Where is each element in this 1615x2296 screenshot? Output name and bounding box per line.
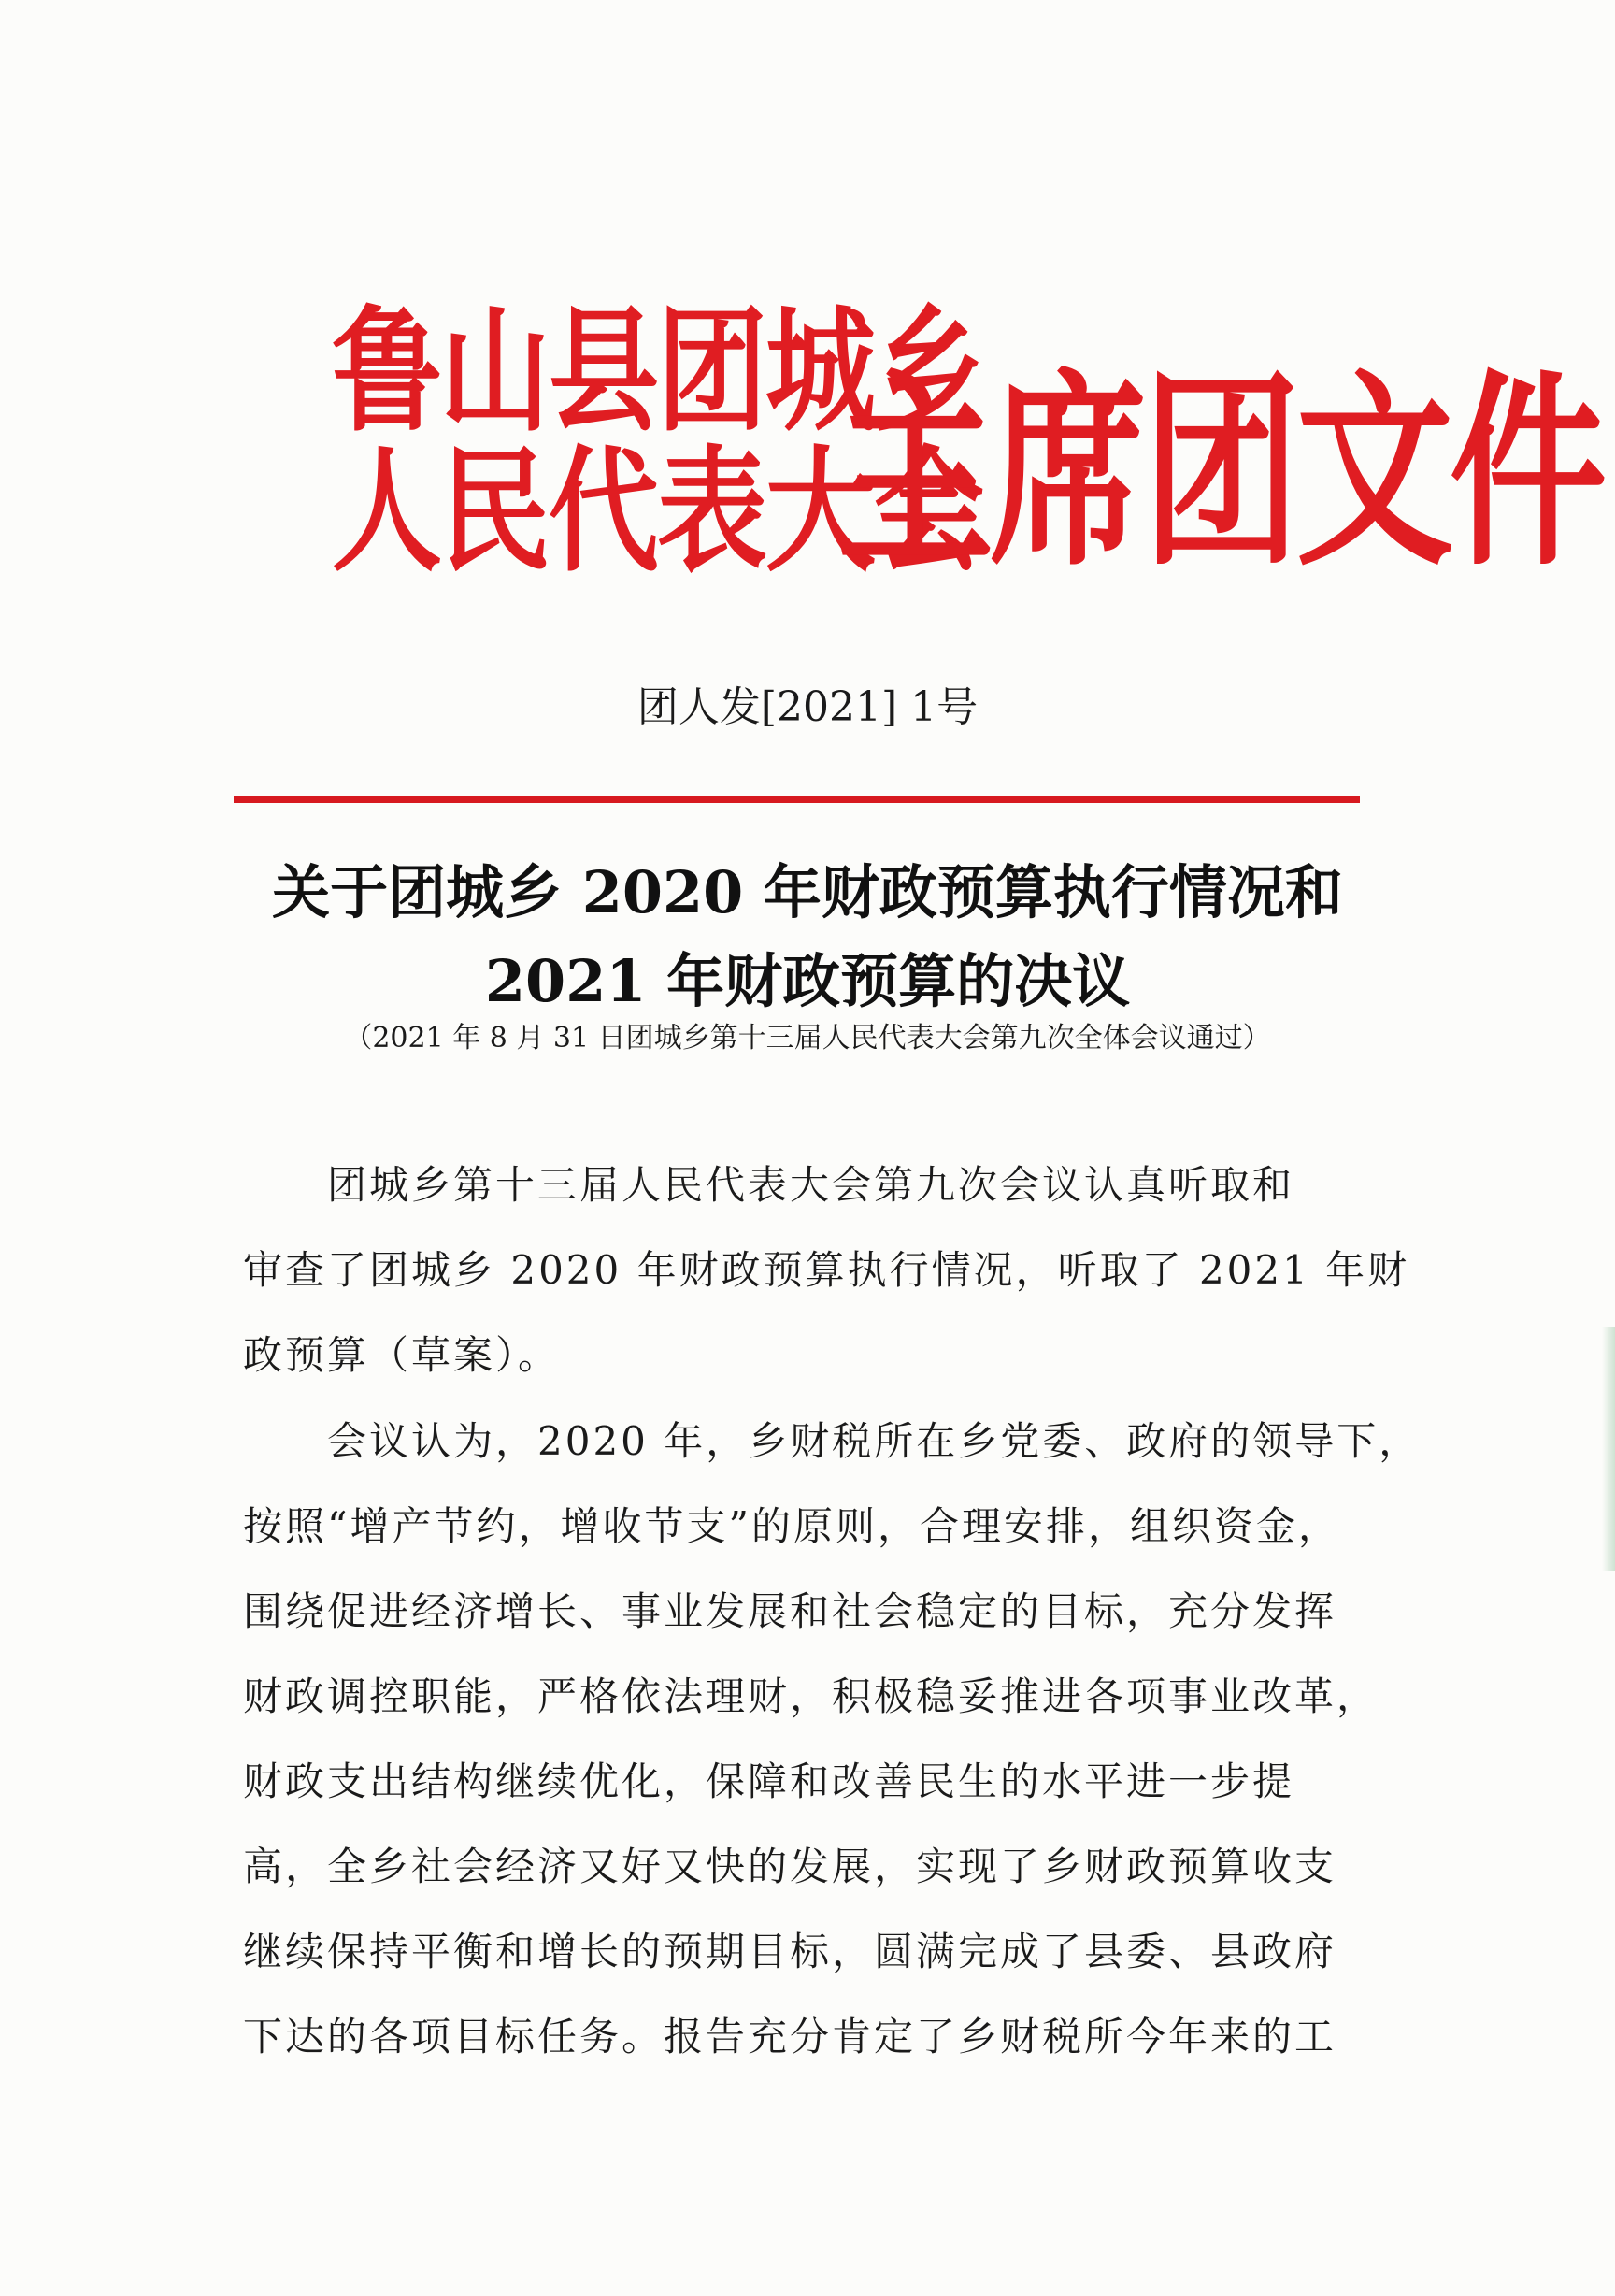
resolution-title-line-2: 2021 年财政预算的决议 — [484, 947, 1131, 1015]
paragraph-line: 审查了团城乡 2020 年财政预算执行情况，听取了 2021 年财 — [243, 1247, 1410, 1293]
paragraph-2 — [243, 1399, 1422, 2079]
paragraph-line: 团城乡第十三届人民代表大会第九次会议认真听取和 — [327, 1162, 1295, 1208]
paragraph-line: 继续保持平衡和增长的预期目标，圆满完成了县委、县政府 — [243, 1929, 1337, 1974]
paragraph-line: 会议认为，2020 年，乡财税所在乡党委、政府的领导下， — [327, 1418, 1422, 1464]
document-number: 团人发[2021] 1号 — [636, 683, 979, 731]
paragraph-line: 高，全乡社会经济又好又快的发展，实现了乡财政预算收支 — [243, 1844, 1337, 1889]
paragraph-line: 政预算（草案）。 — [243, 1332, 561, 1378]
red-divider-rule — [234, 796, 1360, 803]
resolution-title-line-1: 关于团城乡 2020 年财政预算执行情况和 — [272, 858, 1343, 926]
paragraph-1 — [243, 1142, 1410, 1398]
issuing-organization-line-2: 人民代表大会 — [332, 432, 983, 591]
paragraph-line: 按照“增产节约，增收节支”的原则，合理安排，组织资金， — [243, 1503, 1340, 1549]
paragraph-line: 围绕促进经济增长、事业发展和社会稳定的目标，充分发挥 — [243, 1588, 1337, 1634]
paragraph-line: 财政调控职能，严格依法理财，积极稳妥推进各项事业改革， — [243, 1673, 1379, 1719]
scan-edge-shadow — [1602, 1327, 1615, 1571]
paragraph-line: 下达的各项目标任务。报告充分肯定了乡财税所今年来的工 — [243, 2014, 1337, 2059]
paragraph-line: 财政支出结构继续优化，保障和改善民生的水平进一步提 — [243, 1758, 1295, 1804]
adoption-note: （2021 年 8 月 31 日团城乡第十三届人民代表大会第九次全体会议通过） — [344, 1022, 1271, 1055]
document-type-heading: 主席团文件 — [836, 352, 1603, 595]
issuing-organization-line-1: 鲁山县团城乡 — [332, 292, 983, 451]
